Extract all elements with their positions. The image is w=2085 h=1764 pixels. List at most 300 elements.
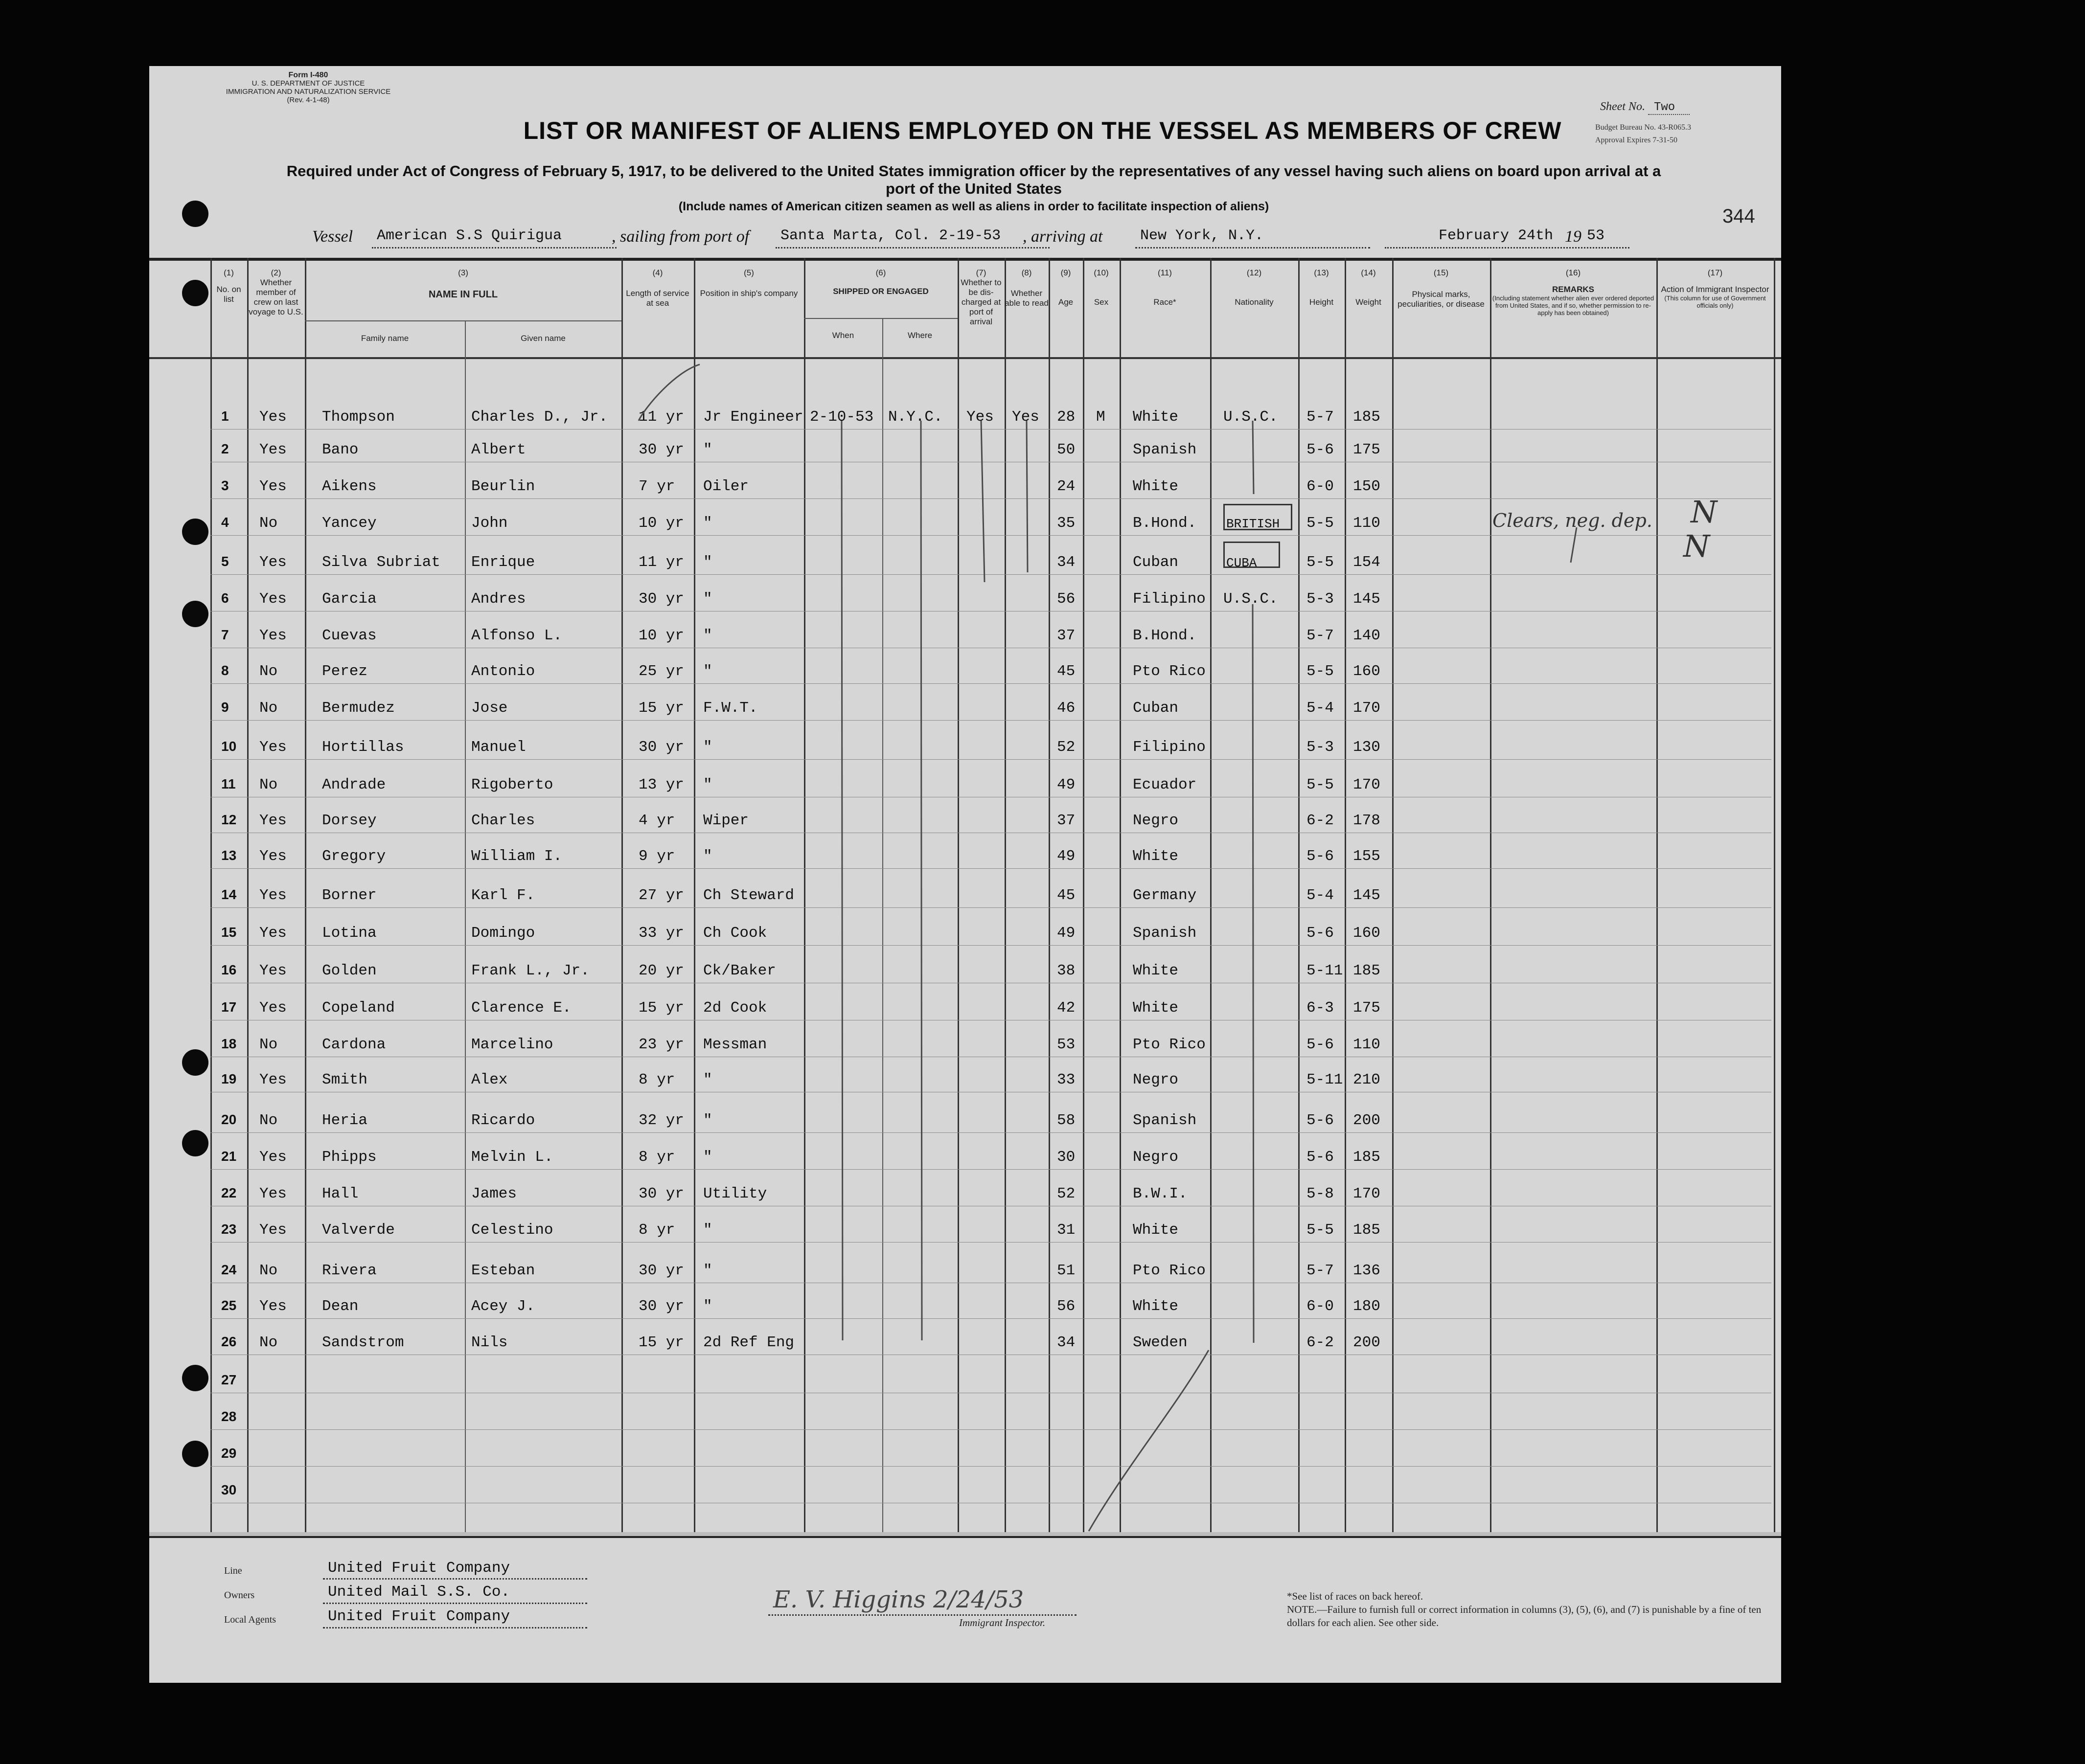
age: 51 xyxy=(1057,1262,1076,1279)
given-name: Beurlin xyxy=(471,478,535,495)
position: " xyxy=(703,1298,712,1315)
age: 34 xyxy=(1057,554,1076,571)
age: 34 xyxy=(1057,1334,1076,1351)
height: 5-6 xyxy=(1306,1112,1334,1129)
weight: 210 xyxy=(1353,1071,1380,1088)
header-col16-sub: (Including statement whether alien ever ordered deported from United States, and if so, whether permission to re-apply has been obtained) xyxy=(1492,294,1654,317)
shipped-when: 2-10-53 xyxy=(810,408,874,426)
service-length: 15 yr xyxy=(639,700,685,717)
height: 5-8 xyxy=(1306,1185,1334,1202)
family-name: Bermudez xyxy=(322,700,395,717)
race: White xyxy=(1133,1298,1179,1315)
prior-voyage: Yes xyxy=(259,408,287,426)
weight: 180 xyxy=(1353,1298,1380,1315)
age: 42 xyxy=(1057,999,1076,1017)
document-title: LIST OR MANIFEST OF ALIENS EMPLOYED ON THE VESSEL AS MEMBERS OF CREW xyxy=(523,117,1562,144)
position: " xyxy=(703,1071,712,1088)
height: 5-7 xyxy=(1306,627,1334,644)
row-number: 4 xyxy=(221,515,229,530)
service-length: 32 yr xyxy=(639,1112,685,1129)
height: 5-6 xyxy=(1306,1149,1334,1166)
row-number: 17 xyxy=(221,999,237,1015)
age: 35 xyxy=(1057,515,1076,532)
weight: 136 xyxy=(1353,1262,1380,1279)
race: White xyxy=(1133,999,1179,1017)
position: " xyxy=(703,515,712,532)
age: 52 xyxy=(1057,1185,1076,1202)
given-name: Enrique xyxy=(471,554,535,571)
footer-owners-value: United Mail S.S. Co. xyxy=(328,1583,510,1601)
family-name: Copeland xyxy=(322,999,395,1017)
header-col13-num: (13) xyxy=(1314,268,1329,277)
family-name: Borner xyxy=(322,887,377,904)
arrival-date: February 24th xyxy=(1439,227,1554,244)
position: Ck/Baker xyxy=(703,962,776,979)
service-check-1 xyxy=(639,364,700,421)
service-name: IMMIGRATION AND NATURALIZATION SERVICE xyxy=(226,88,391,96)
position: " xyxy=(703,590,712,608)
family-name: Hall xyxy=(322,1185,359,1202)
service-length: 30 yr xyxy=(639,1298,685,1315)
footer-line-value: United Fruit Company xyxy=(328,1560,510,1577)
weight: 175 xyxy=(1353,441,1380,458)
header-col1-label: No. on list xyxy=(216,285,241,304)
weight: 160 xyxy=(1353,925,1380,942)
service-length: 30 yr xyxy=(639,441,685,458)
service-length: 11 yr xyxy=(639,408,685,426)
footnote-penalty: NOTE.—Failure to furnish full or correct information in columns (3), (5), (6), and (7) is punishable by a fine of ten dollars for each alien. See other side. xyxy=(1287,1604,1762,1628)
requirement-line1: Required under Act of Congress of February 5, 1917, to be delivered to the United States immigration officer by the representatives of any vessel having such aliens on board upon arrival at a xyxy=(286,162,1661,180)
service-length: 8 yr xyxy=(639,1071,675,1088)
weight: 155 xyxy=(1353,848,1380,865)
footer-band xyxy=(149,1532,1781,1536)
requirement-line2: port of the United States xyxy=(886,180,1062,197)
arriving-value: New York, N.Y. xyxy=(1140,227,1264,244)
height: 5-7 xyxy=(1306,408,1334,426)
prior-voyage: No xyxy=(259,663,278,680)
weight: 185 xyxy=(1353,1221,1380,1239)
prior-voyage: Yes xyxy=(259,1149,287,1166)
race: Negro xyxy=(1133,1071,1179,1088)
weight: 178 xyxy=(1353,812,1380,829)
height: 5-6 xyxy=(1306,848,1334,865)
race: Pto Rico xyxy=(1133,663,1206,680)
header-col12-num: (12) xyxy=(1246,268,1262,277)
family-name: Dorsey xyxy=(322,812,377,829)
footnote-races: *See list of races on back hereof. xyxy=(1287,1590,1423,1602)
height: 6-0 xyxy=(1306,478,1334,495)
service-length: 11 yr xyxy=(639,554,685,571)
family-name: Andrade xyxy=(322,776,386,793)
header-col1-num: (1) xyxy=(224,268,234,277)
race: Spanish xyxy=(1133,1112,1197,1129)
header-col9-label: Age xyxy=(1058,297,1074,307)
family-name: Silva Subriat xyxy=(322,554,440,571)
position: " xyxy=(703,441,712,458)
weight: 150 xyxy=(1353,478,1380,495)
row-number: 23 xyxy=(221,1221,237,1237)
position: " xyxy=(703,1112,712,1129)
position: 2d Ref Eng xyxy=(703,1334,795,1351)
family-name: Yancey xyxy=(322,515,377,532)
service-length: 10 yr xyxy=(639,627,685,644)
header-col15-label: Physical marks, peculiarities, or disease xyxy=(1398,290,1485,309)
budget-number: Budget Bureau No. 43-R065.3 xyxy=(1595,123,1691,132)
given-name: Celestino xyxy=(471,1221,553,1239)
height: 6-3 xyxy=(1306,999,1334,1017)
age: 56 xyxy=(1057,1298,1076,1315)
sex: M xyxy=(1096,408,1105,426)
header-col5-label: Position in ship's company xyxy=(700,289,798,298)
prior-voyage: Yes xyxy=(259,999,287,1017)
given-name: Andres xyxy=(471,590,526,608)
prior-voyage: Yes xyxy=(259,962,287,979)
age: 28 xyxy=(1057,408,1076,426)
position: " xyxy=(703,739,712,756)
age: 49 xyxy=(1057,776,1076,793)
page-number: 344 xyxy=(1722,205,1755,227)
prior-voyage: Yes xyxy=(259,554,287,571)
height: 6-2 xyxy=(1306,1334,1334,1351)
header-col17-sub: (This column for use of Government officials only) xyxy=(1664,294,1766,309)
height: 5-11 xyxy=(1306,962,1343,979)
race: Sweden xyxy=(1133,1334,1188,1351)
row-number: 6 xyxy=(221,590,229,606)
given-name: Domingo xyxy=(471,925,535,942)
sailing-value: Santa Marta, Col. 2-19-53 xyxy=(780,227,1001,244)
prior-voyage: Yes xyxy=(259,590,287,608)
given-name: Antonio xyxy=(471,663,535,680)
age: 58 xyxy=(1057,1112,1076,1129)
age: 30 xyxy=(1057,1149,1076,1166)
height: 6-0 xyxy=(1306,1298,1334,1315)
given-name: Ricardo xyxy=(471,1112,535,1129)
height: 5-6 xyxy=(1306,925,1334,942)
header-col11-label: Race* xyxy=(1153,297,1176,307)
family-name: Bano xyxy=(322,441,359,458)
age: 56 xyxy=(1057,590,1076,608)
row-number: 30 xyxy=(221,1482,237,1497)
header-col12-label: Nationality xyxy=(1235,297,1274,307)
header-given-name: Given name xyxy=(521,334,566,343)
footer-agents-underline xyxy=(323,1627,587,1628)
position: " xyxy=(703,1262,712,1279)
prior-voyage: No xyxy=(259,700,278,717)
row-number: 10 xyxy=(221,739,237,754)
row-number: 19 xyxy=(221,1071,237,1086)
weight: 154 xyxy=(1353,554,1380,571)
race: Germany xyxy=(1133,887,1197,904)
height: 5-7 xyxy=(1306,1262,1334,1279)
service-length: 15 yr xyxy=(639,1334,685,1351)
header-col14-num: (14) xyxy=(1361,268,1376,277)
vessel-label: Vessel xyxy=(312,227,353,246)
prior-voyage: No xyxy=(259,1334,278,1351)
family-name: Heria xyxy=(322,1112,368,1129)
family-name: Sandstrom xyxy=(322,1334,404,1351)
row-number: 1 xyxy=(221,408,229,424)
year-value: 53 xyxy=(1587,227,1605,244)
service-length: 30 yr xyxy=(639,739,685,756)
row-number: 14 xyxy=(221,887,237,902)
year-prefix: 19 xyxy=(1565,227,1581,246)
header-where: Where xyxy=(907,331,933,340)
requirement-sub: (Include names of American citizen seamen as well as aliens in order to facilitate inspection of aliens) xyxy=(678,200,1269,213)
form-number: Form I-480 xyxy=(288,71,328,79)
weight: 110 xyxy=(1353,1036,1380,1053)
footer-line-label: Line xyxy=(224,1565,242,1576)
row-number: 22 xyxy=(221,1185,237,1200)
family-name: Rivera xyxy=(322,1262,377,1279)
service-length: 30 yr xyxy=(639,590,685,608)
footer-owners-label: Owners xyxy=(224,1590,255,1601)
row-number: 2 xyxy=(221,441,229,456)
weight: 110 xyxy=(1353,515,1380,532)
prior-voyage: Yes xyxy=(259,441,287,458)
family-name: Phipps xyxy=(322,1149,377,1166)
inspector-signature: E. V. Higgins 2/24/53 xyxy=(773,1586,1024,1613)
ditto-line-read xyxy=(1027,421,1028,572)
given-name: Acey J. xyxy=(471,1298,535,1315)
service-length: 9 yr xyxy=(639,848,675,865)
row-number: 15 xyxy=(221,925,237,940)
height: 5-5 xyxy=(1306,515,1334,532)
race: White xyxy=(1133,962,1179,979)
header-when: When xyxy=(832,331,854,340)
given-name: Frank L., Jr. xyxy=(471,962,590,979)
weight: 175 xyxy=(1353,999,1380,1017)
service-length: 4 yr xyxy=(639,812,675,829)
position: " xyxy=(703,1221,712,1239)
inspector-label: Immigrant Inspector. xyxy=(959,1617,1046,1628)
race: B.W.I. xyxy=(1133,1185,1188,1202)
row-number: 18 xyxy=(221,1036,237,1051)
header-col4-label: Length of service at sea xyxy=(626,289,689,308)
race: Ecuador xyxy=(1133,776,1197,793)
prior-voyage: No xyxy=(259,1036,278,1053)
service-length: 15 yr xyxy=(639,999,685,1017)
given-name: Rigoberto xyxy=(471,776,553,793)
header-col8-num: (8) xyxy=(1021,268,1032,277)
row-number: 8 xyxy=(221,663,229,678)
header-col13-label: Height xyxy=(1309,297,1334,307)
row-number: 27 xyxy=(221,1372,237,1387)
given-name: Nils xyxy=(471,1334,508,1351)
weight: 185 xyxy=(1353,1149,1380,1166)
given-name: Karl F. xyxy=(471,887,535,904)
race: White xyxy=(1133,478,1179,495)
family-name: Smith xyxy=(322,1071,368,1088)
position: Ch Cook xyxy=(703,925,767,942)
revision-date: (Rev. 4-1-48) xyxy=(287,96,330,104)
weight: 170 xyxy=(1353,776,1380,793)
given-name: Jose xyxy=(471,700,508,717)
age: 49 xyxy=(1057,925,1076,942)
prior-voyage: No xyxy=(259,515,278,532)
given-name: Clarence E. xyxy=(471,999,572,1017)
header-col5-num: (5) xyxy=(744,268,754,277)
sailing-label: , sailing from port of xyxy=(612,227,750,246)
height: 5-3 xyxy=(1306,590,1334,608)
height: 5-5 xyxy=(1306,776,1334,793)
nationality: CUBA xyxy=(1226,556,1257,570)
position: " xyxy=(703,554,712,571)
height: 5-11 xyxy=(1306,1071,1343,1088)
nationality: U.S.C. xyxy=(1223,408,1278,426)
height: 5-4 xyxy=(1306,700,1334,717)
family-name: Dean xyxy=(322,1298,359,1315)
signature-underline xyxy=(768,1614,1077,1616)
position: 2d Cook xyxy=(703,999,767,1017)
race: B.Hond. xyxy=(1133,627,1197,644)
ditto-line-where xyxy=(921,421,922,1340)
footnote xyxy=(1287,1590,1766,1629)
prior-voyage: Yes xyxy=(259,1185,287,1202)
prior-voyage: Yes xyxy=(259,1221,287,1239)
given-name: William I. xyxy=(471,848,563,865)
service-length: 33 yr xyxy=(639,925,685,942)
service-length: 30 yr xyxy=(639,1262,685,1279)
footer-agents-label: Local Agents xyxy=(224,1614,276,1625)
weight: 200 xyxy=(1353,1334,1380,1351)
weight: 170 xyxy=(1353,700,1380,717)
age: 52 xyxy=(1057,739,1076,756)
family-name: Lotina xyxy=(322,925,377,942)
shipped-where: N.Y.C. xyxy=(888,408,943,426)
weight: 130 xyxy=(1353,739,1380,756)
position: Utility xyxy=(703,1185,767,1202)
weight: 140 xyxy=(1353,627,1380,644)
header-col17-num: (17) xyxy=(1707,268,1723,277)
service-length: 30 yr xyxy=(639,1185,685,1202)
footer-line-underline xyxy=(323,1578,587,1580)
row-number: 12 xyxy=(221,812,237,827)
header-col11-num: (11) xyxy=(1158,268,1172,277)
sheet-value: Two xyxy=(1648,101,1690,115)
prior-voyage: No xyxy=(259,1262,278,1279)
family-name: Golden xyxy=(322,962,377,979)
service-length: 10 yr xyxy=(639,515,685,532)
family-name: Cuevas xyxy=(322,627,377,644)
service-length: 25 yr xyxy=(639,663,685,680)
row-number: 11 xyxy=(221,776,236,792)
given-name: Esteban xyxy=(471,1262,535,1279)
age: 31 xyxy=(1057,1221,1076,1239)
given-name: Alex xyxy=(471,1071,508,1088)
department-name: U. S. DEPARTMENT OF JUSTICE xyxy=(252,79,365,88)
service-length: 13 yr xyxy=(639,776,685,793)
prior-voyage: Yes xyxy=(259,848,287,865)
family-name: Gregory xyxy=(322,848,386,865)
sheet-label: Sheet No. xyxy=(1600,100,1645,113)
weight: 185 xyxy=(1353,962,1380,979)
header-col2-num: (2) xyxy=(271,268,281,277)
position: " xyxy=(703,663,712,680)
vessel-value: American S.S Quirigua xyxy=(377,227,562,244)
given-name: Manuel xyxy=(471,739,526,756)
age: 37 xyxy=(1057,812,1076,829)
race: Spanish xyxy=(1133,441,1197,458)
height: 5-5 xyxy=(1306,663,1334,680)
position: " xyxy=(703,776,712,793)
header-col10-num: (10) xyxy=(1094,268,1109,277)
position: Oiler xyxy=(703,478,749,495)
given-name: Alfonso L. xyxy=(471,627,563,644)
age: 46 xyxy=(1057,700,1076,717)
ditto-line-when xyxy=(842,421,843,1340)
prior-voyage: Yes xyxy=(259,627,287,644)
row-number: 28 xyxy=(221,1409,237,1424)
position: " xyxy=(703,848,712,865)
header-col4-num: (4) xyxy=(652,268,663,277)
height: 5-4 xyxy=(1306,887,1334,904)
header-col16-num: (16) xyxy=(1565,268,1581,277)
service-length: 8 yr xyxy=(639,1149,675,1166)
header-col15-num: (15) xyxy=(1433,268,1449,277)
age: 49 xyxy=(1057,848,1076,865)
arriving-label: , arriving at xyxy=(1023,227,1103,246)
closing-diagonal xyxy=(1089,1350,1209,1531)
ditto-line-nationality-lower xyxy=(1253,604,1254,1343)
height: 5-6 xyxy=(1306,1036,1334,1053)
header-col3-label: NAME IN FULL xyxy=(428,289,498,300)
weight: 145 xyxy=(1353,590,1380,608)
height: 5-3 xyxy=(1306,739,1334,756)
age: 45 xyxy=(1057,887,1076,904)
prior-voyage: Yes xyxy=(259,812,287,829)
row-number: 20 xyxy=(221,1112,237,1127)
header-col2-label: Whether member of crew on last voyage to U.S. xyxy=(249,278,303,317)
ditto-line-discharged xyxy=(981,421,985,582)
service-length: 7 yr xyxy=(639,478,675,495)
age: 37 xyxy=(1057,627,1076,644)
row-number: 26 xyxy=(221,1334,237,1349)
position: " xyxy=(703,627,712,644)
race: Negro xyxy=(1133,812,1179,829)
height: 6-2 xyxy=(1306,812,1334,829)
position: Messman xyxy=(703,1036,767,1053)
prior-voyage: Yes xyxy=(259,478,287,495)
discharged: Yes xyxy=(966,408,994,426)
given-name: James xyxy=(471,1185,517,1202)
age: 24 xyxy=(1057,478,1076,495)
header-col6-num: (6) xyxy=(875,268,886,277)
race: Filipino xyxy=(1133,739,1206,756)
height: 5-5 xyxy=(1306,554,1334,571)
race: Negro xyxy=(1133,1149,1179,1166)
race: Cuban xyxy=(1133,554,1179,571)
age: 53 xyxy=(1057,1036,1076,1053)
header-col16-label: REMARKS xyxy=(1552,285,1594,294)
weight: 185 xyxy=(1353,408,1380,426)
approval-expiry: Approval Expires 7-31-50 xyxy=(1595,136,1677,144)
age: 45 xyxy=(1057,663,1076,680)
header-col9-num: (9) xyxy=(1060,268,1071,277)
header-col6-label: SHIPPED OR ENGAGED xyxy=(833,287,929,296)
given-name: Charles xyxy=(471,812,535,829)
able-to-read: Yes xyxy=(1012,408,1039,426)
weight: 170 xyxy=(1353,1185,1380,1202)
race: Pto Rico xyxy=(1133,1036,1206,1053)
header-col8-label: Whether able to read xyxy=(1005,289,1049,308)
family-name: Hortillas xyxy=(322,739,404,756)
race: Spanish xyxy=(1133,925,1197,942)
row-number: 9 xyxy=(221,700,229,715)
remark-tick xyxy=(1571,527,1577,563)
race: Filipino xyxy=(1133,590,1206,608)
race: B.Hond. xyxy=(1133,515,1197,532)
row-number: 21 xyxy=(221,1149,237,1164)
